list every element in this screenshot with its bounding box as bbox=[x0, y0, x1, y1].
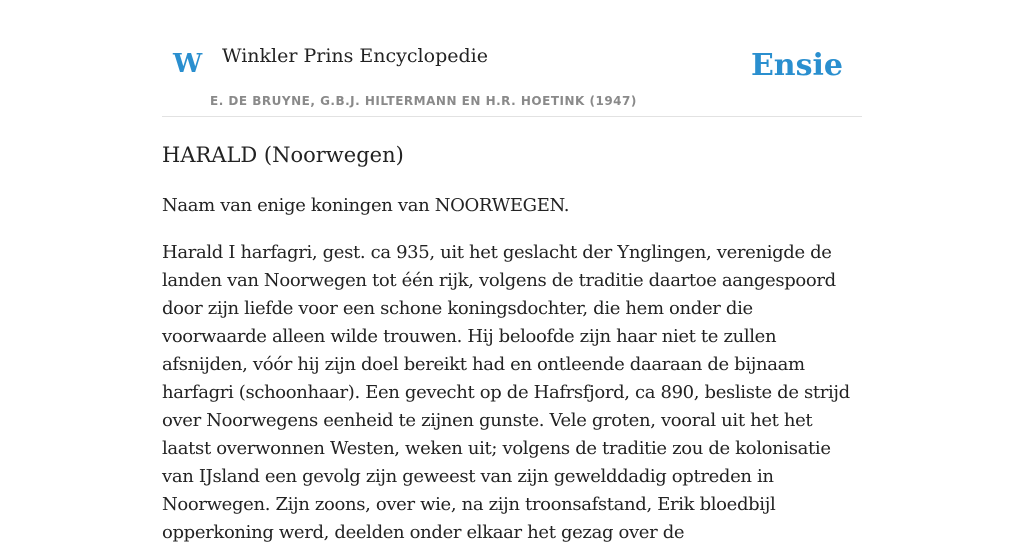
brand-logo-link[interactable]: Ensie bbox=[750, 48, 843, 83]
site-title-link[interactable]: Winkler Prins Encyclopedie bbox=[222, 45, 488, 67]
article-content bbox=[162, 140, 862, 547]
article-intro: Naam van enige koningen van NOORWEGEN. bbox=[162, 195, 570, 216]
authors-line: E. DE BRUYNE, G.B.J. HILTERMANN EN H.R. HOETINK (1947) bbox=[210, 94, 637, 108]
site-logo-icon[interactable]: W bbox=[173, 49, 202, 79]
article-body: Harald I harfagri, gest. ca 935, uit het geslacht der Ynglingen, verenigde de landen van Noorwegen tot één rijk, volgens de traditie daartoe aangespoord door zijn liefde voor een schone koningsdochter, die hem onder die voorwaarde alleen wilde trouwen. Hij beloofde zijn haar niet te zullen afsnijden, vóór hij zijn doel bereikt had en ontleende daaraan de bijnaam harfagri (schoonhaar). Een gevecht op de Hafrsfjord, ca 890, besliste de strijd over Noorwegens eenheid te zijnen gunste. Vele groten, vooral uit het het laatst overwonnen Westen, weken uit; volgens de traditie zou de kolonisatie van IJsland een gevolg zijn geweest van zijn gewelddadig optreden in Noorwegen. Zijn zoons, over wie, na zijn troonsafstand, Erik bloedbijl opperkoning werd, deelden onder elkaar het gezag over de bbox=[162, 242, 850, 543]
site-header bbox=[162, 0, 862, 117]
article-title: HARALD (Noorwegen) bbox=[162, 143, 404, 167]
